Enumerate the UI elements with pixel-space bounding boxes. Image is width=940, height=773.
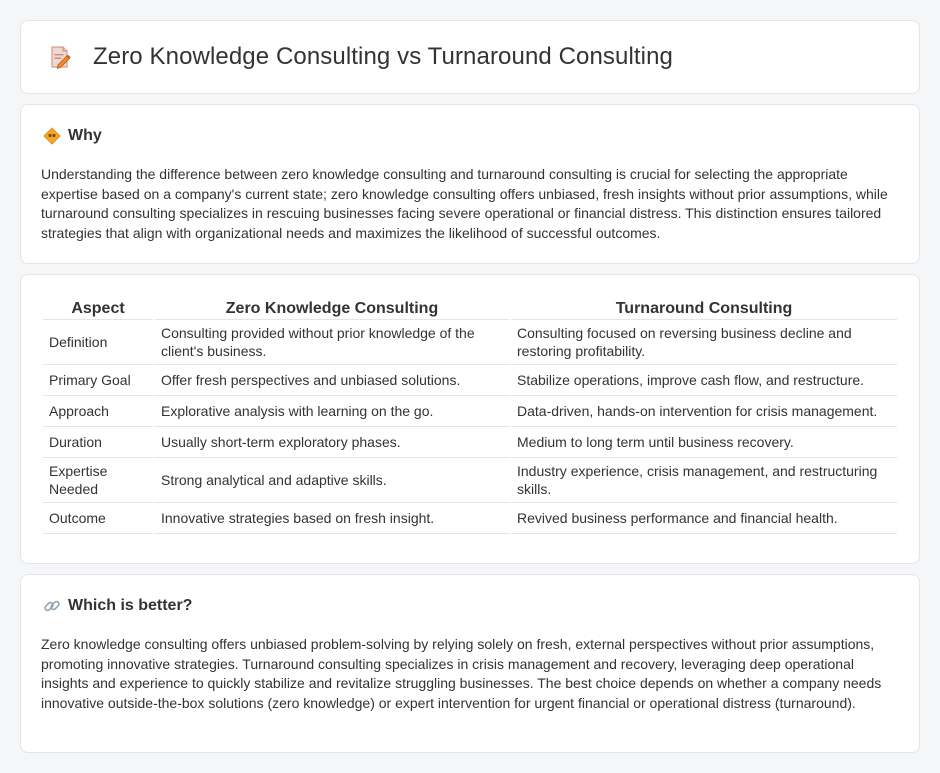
turnaround-cell: Consulting focused on reversing business decline and restoring profitability. (511, 320, 897, 365)
page-title: Zero Knowledge Consulting vs Turnaround Consulting (93, 43, 674, 70)
link-icon (43, 597, 61, 615)
zero-knowledge-cell: Consulting provided without prior knowledge of the client's business. (155, 320, 509, 365)
why-section (20, 104, 920, 264)
table-row (43, 365, 897, 396)
aspect-cell: Duration (43, 427, 153, 458)
title-row (47, 43, 673, 71)
zero-knowledge-cell: Offer fresh perspectives and unbiased solutions. (155, 365, 509, 396)
column-header-turnaround: Turnaround Consulting (511, 295, 897, 320)
column-header-aspect: Aspect (43, 295, 153, 320)
table-header-row (43, 295, 897, 320)
turnaround-cell: Industry experience, crisis management, and restructuring skills. (511, 458, 897, 503)
comparison-table (41, 295, 899, 534)
table-row (43, 320, 897, 365)
zero-knowledge-cell: Innovative strategies based on fresh insight. (155, 503, 509, 534)
column-header-zero-knowledge: Zero Knowledge Consulting (155, 295, 509, 320)
zero-knowledge-cell: Usually short-term exploratory phases. (155, 427, 509, 458)
document-pencil-icon (47, 44, 73, 70)
zero-knowledge-cell: Strong analytical and adaptive skills. (155, 458, 509, 503)
aspect-cell: Approach (43, 396, 153, 427)
why-heading (43, 127, 102, 145)
header-card (20, 20, 920, 94)
aspect-cell: Primary Goal (43, 365, 153, 396)
turnaround-cell: Medium to long term until business recovery. (511, 427, 897, 458)
diamond-icon (43, 127, 61, 145)
why-text: Understanding the difference between zero knowledge consulting and turnaround consulting is crucial for selecting the appropriate expertise based on a company's current state; zero knowledge consulting offers unbiased, fresh insights without prior assumptions, while turnaround consulting specializes in rescuing businesses facing severe operational or financial distress. This distinction ensures tailored strategies that align with organizational needs and maximizes the likelihood of successful outcomes. (41, 166, 888, 241)
which-better-title: Which is better? (68, 597, 193, 614)
aspect-cell: Expertise Needed (43, 458, 153, 503)
turnaround-cell: Stabilize operations, improve cash flow, and restructure. (511, 365, 897, 396)
which-better-text: Zero knowledge consulting offers unbiased problem-solving by relying solely on fresh, external perspectives without prior assumptions, promoting innovative strategies. Turnaround consulting specializes in crisis management and recovery, leveraging deep operational insights and experience to quickly stabilize and revitalize struggling businesses. The best choice depends on whether a company needs innovative outside-the-box solutions (zero knowledge) or expert intervention for urgent financial or operational distress (turnaround). (41, 636, 882, 711)
table-row (43, 427, 897, 458)
table-row (43, 396, 897, 427)
which-better-heading (43, 597, 192, 615)
why-title: Why (68, 127, 102, 144)
turnaround-cell: Revived business performance and financial health. (511, 503, 897, 534)
aspect-cell: Definition (43, 320, 153, 365)
aspect-cell: Outcome (43, 503, 153, 534)
comparison-section (20, 274, 920, 564)
table-row (43, 458, 897, 503)
zero-knowledge-cell: Explorative analysis with learning on the go. (155, 396, 509, 427)
turnaround-cell: Data-driven, hands-on intervention for crisis management. (511, 396, 897, 427)
which-better-section (20, 574, 920, 753)
table-row (43, 503, 897, 534)
